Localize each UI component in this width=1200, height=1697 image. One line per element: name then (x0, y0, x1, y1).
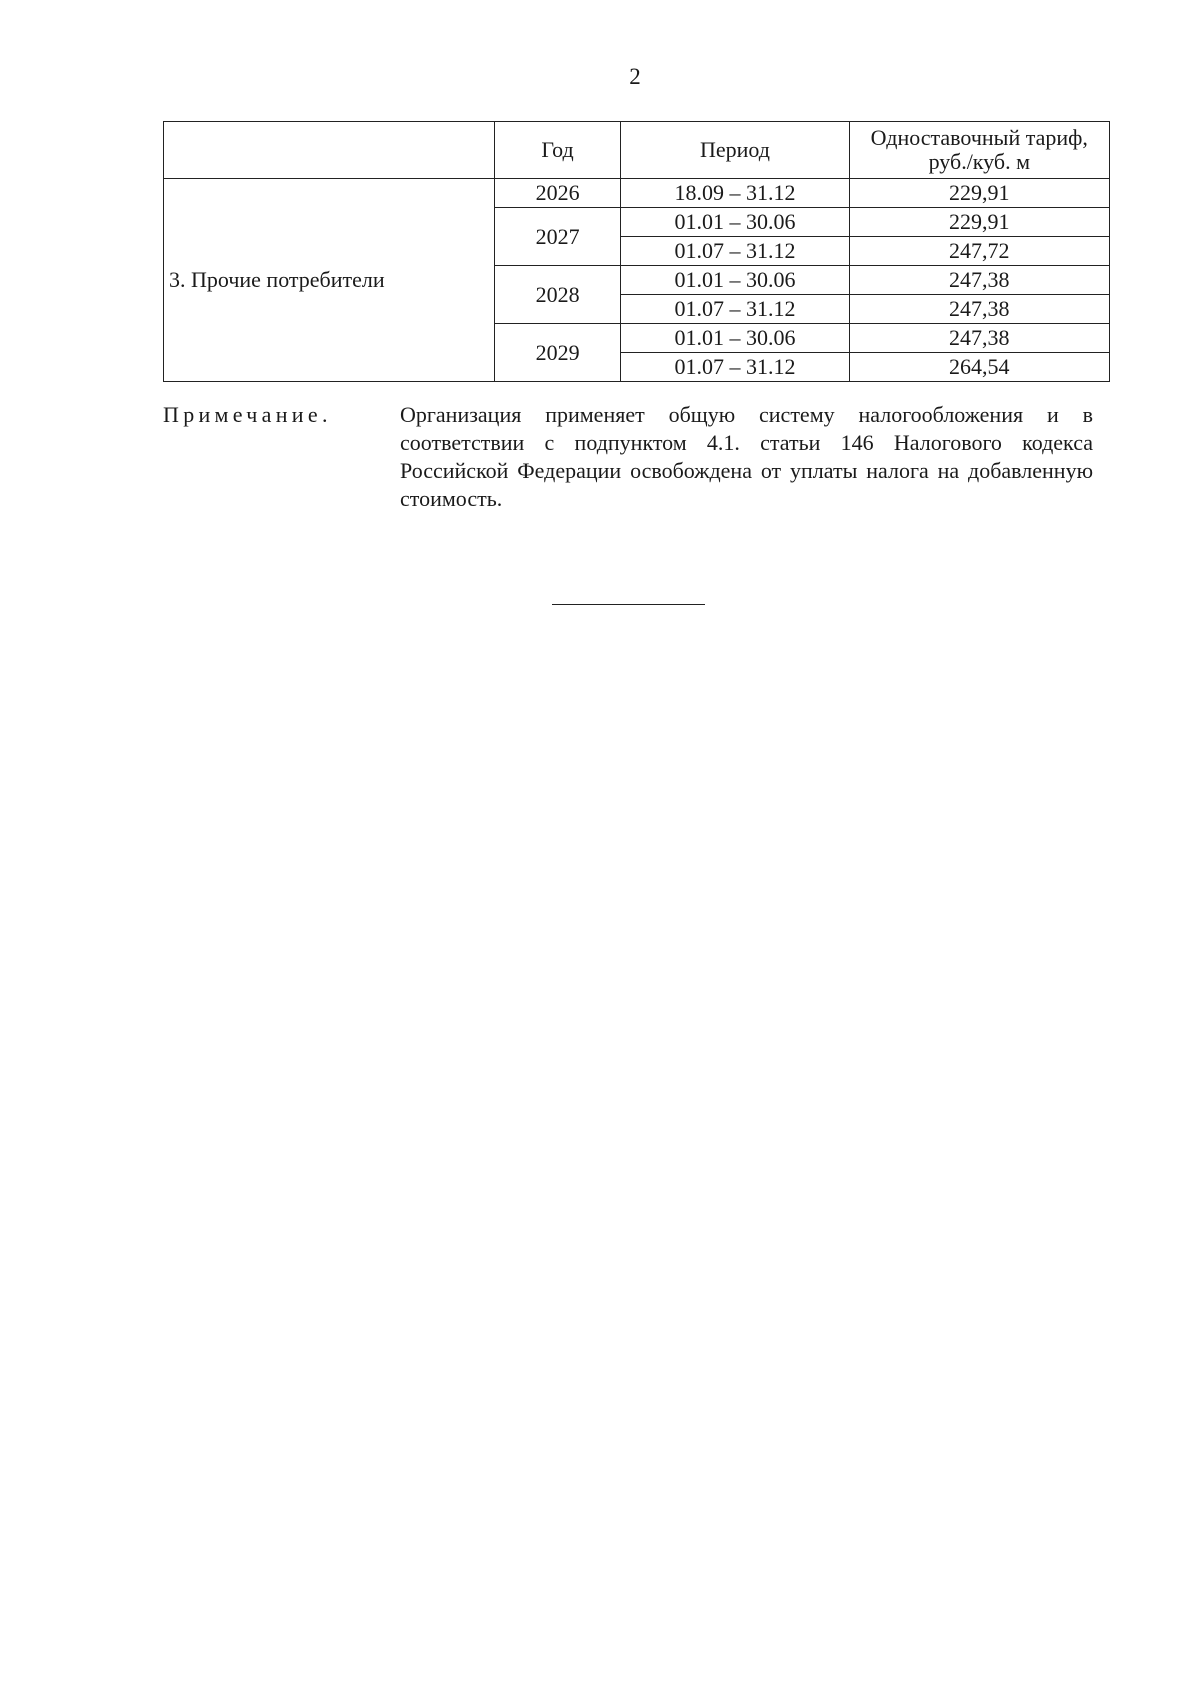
table-body (164, 179, 1110, 382)
note-text: Организация применяет общую систему налогообложения и в соответствии с подпунктом 4.1. статьи 146 Налогового кодекса Российской Федерации освобождена от уплаты налога на добавленную стоимость. (400, 402, 1093, 511)
header-year: Год (494, 122, 621, 179)
year-cell: 2028 (494, 266, 621, 324)
tariff-cell: 247,38 (849, 266, 1109, 295)
period-cell: 01.01 – 30.06 (621, 208, 849, 237)
table-row (164, 179, 1110, 208)
table-header-row (164, 122, 1110, 179)
period-cell: 01.01 – 30.06 (621, 324, 849, 353)
period-cell: 01.07 – 31.12 (621, 237, 849, 266)
header-period: Период (621, 122, 849, 179)
tariff-cell: 229,91 (849, 208, 1109, 237)
tariff-table (163, 121, 1110, 382)
tariff-cell: 247,72 (849, 237, 1109, 266)
period-cell: 01.07 – 31.12 (621, 295, 849, 324)
year-cell: 2029 (494, 324, 621, 382)
tariff-cell: 247,38 (849, 295, 1109, 324)
year-cell: 2026 (494, 179, 621, 208)
end-separator-line (552, 604, 705, 605)
consumer-cell: 3. Прочие потребители (164, 179, 495, 382)
header-consumer (164, 122, 495, 179)
note-label: Примечание. (163, 402, 332, 427)
header-tariff: Одноставочный тариф, руб./куб. м (849, 122, 1109, 179)
page-number: 2 (629, 64, 641, 89)
tariff-cell: 264,54 (849, 353, 1109, 382)
tariff-cell: 247,38 (849, 324, 1109, 353)
period-cell: 01.01 – 30.06 (621, 266, 849, 295)
period-cell: 18.09 – 31.12 (621, 179, 849, 208)
tariff-cell: 229,91 (849, 179, 1109, 208)
year-cell: 2027 (494, 208, 621, 266)
period-cell: 01.07 – 31.12 (621, 353, 849, 382)
